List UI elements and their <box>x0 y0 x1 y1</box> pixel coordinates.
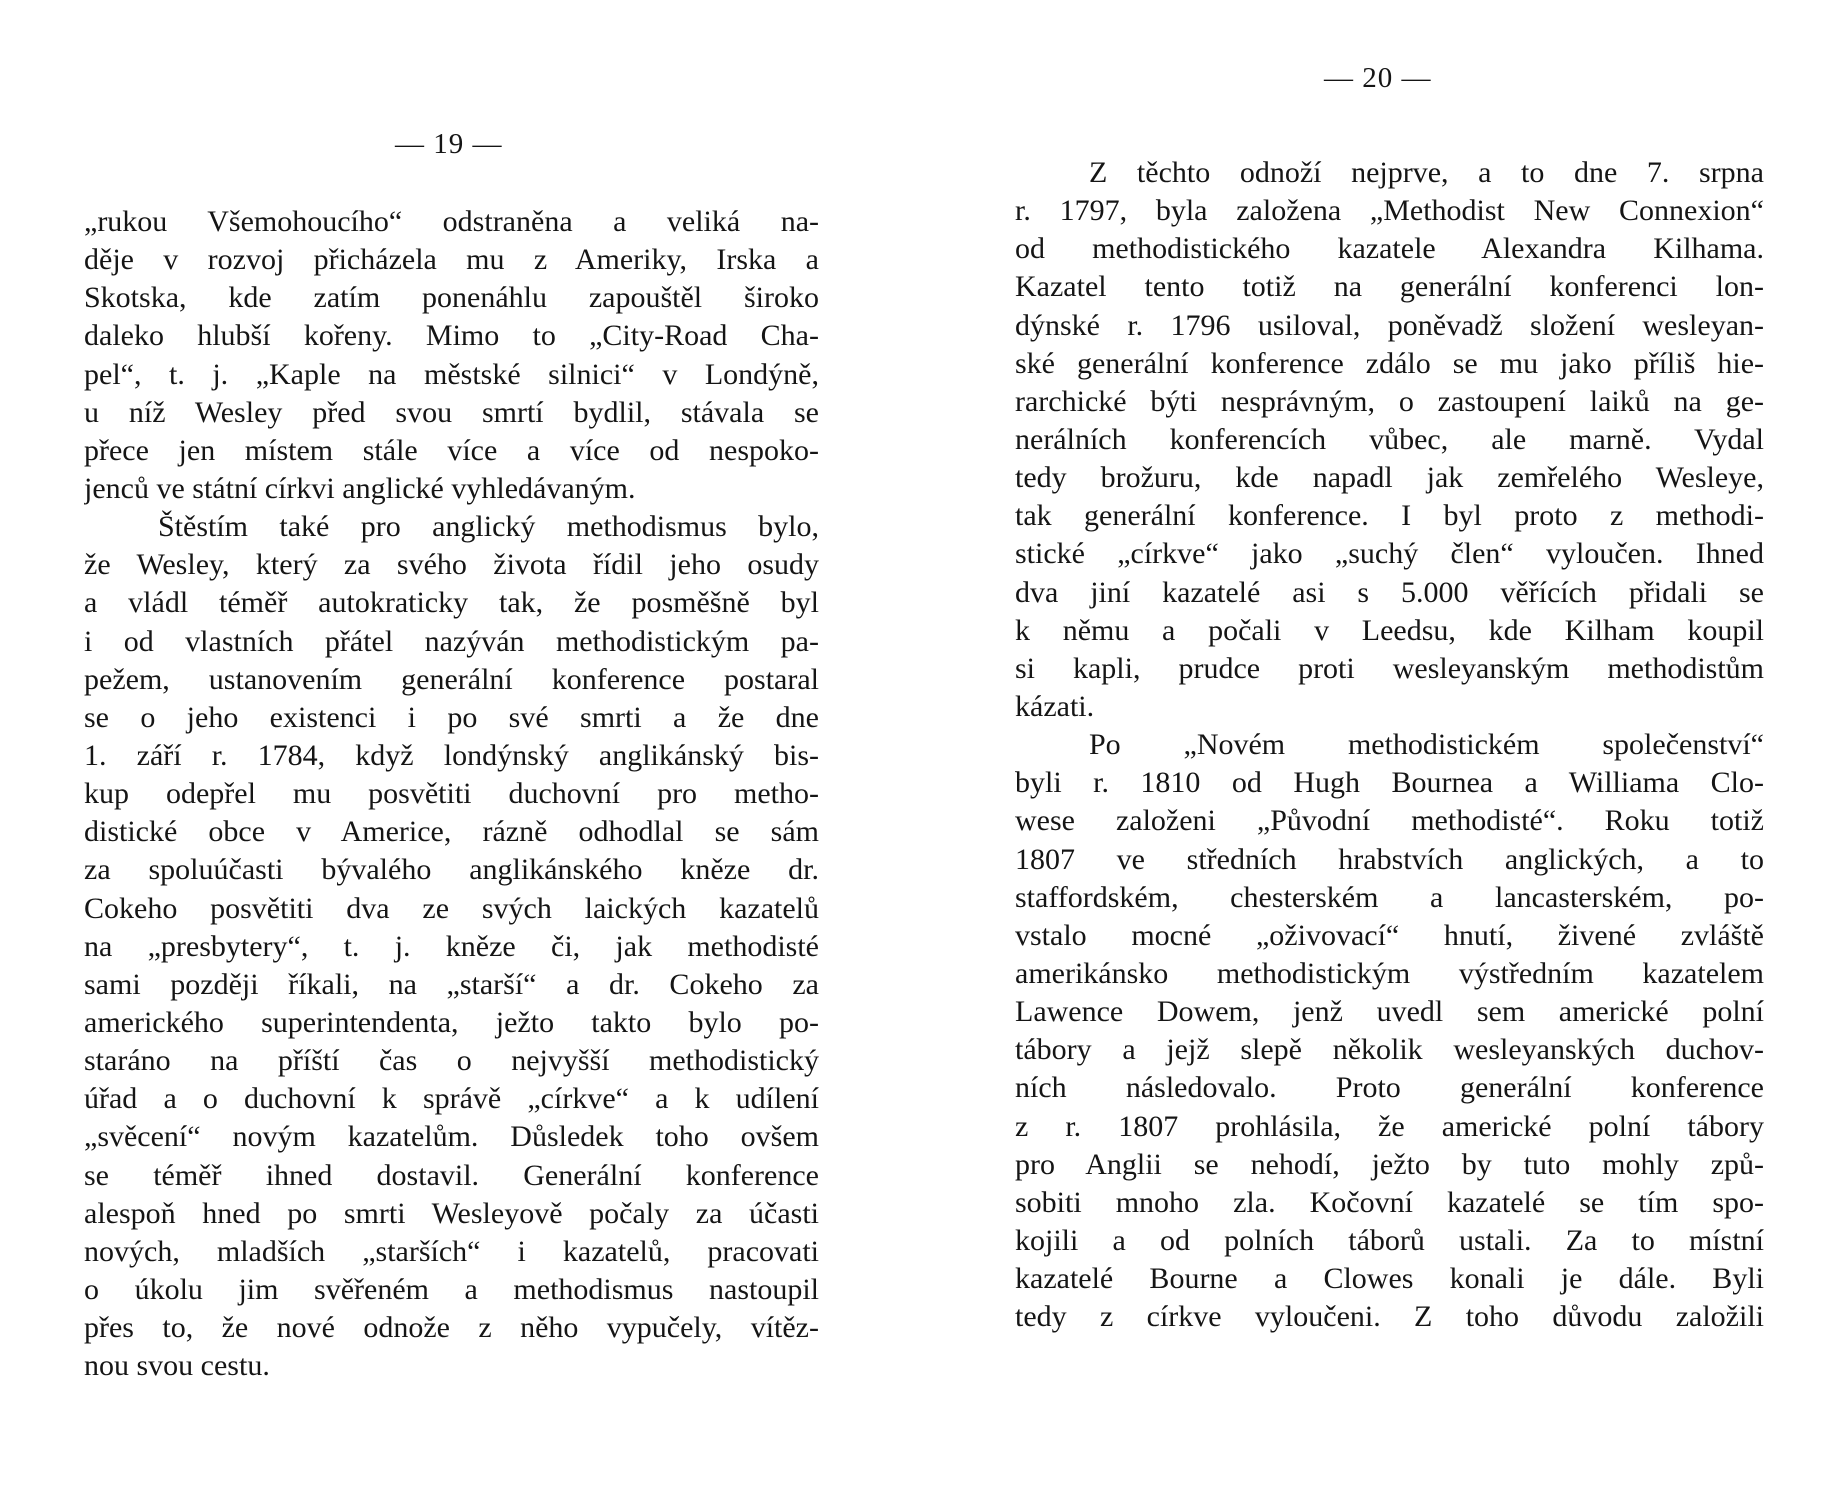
text-line: se téměř ihned dostavil. Generální konference <box>84 1158 819 1192</box>
text-line: děje v rozvoj přicházela mu z Ameriky, Irska a <box>84 243 819 277</box>
left-page <box>0 0 900 1501</box>
text-line: daleko hlubší kořeny. Mimo to „City-Road Cha- <box>84 319 819 353</box>
text-line: Cokeho posvětiti dva ze svých laických kazatelů <box>84 891 819 925</box>
text-line: „svěcení“ novým kazatelům. Důsledek toho ovšem <box>84 1120 819 1154</box>
text-line: pel“, t. j. „Kaple na městské silnici“ v Londýně, <box>84 357 819 391</box>
text-line: o úkolu jim svěřeném a methodismus nastoupil <box>84 1272 819 1306</box>
text-line: přes to, že nové odnože z něho vypučely, vítěz- <box>84 1311 819 1345</box>
text-line: staffordském, chesterském a lancasterském, po- <box>1015 880 1764 914</box>
text-line: za spoluúčasti bývalého anglikánského kněze dr. <box>84 853 819 887</box>
text-line: nových, mladších „starších“ i kazatelů, pracovati <box>84 1234 819 1268</box>
text-line: staráno na příští čas o nejvyšší methodistický <box>84 1044 819 1078</box>
text-line: dýnské r. 1796 usiloval, poněvadž složení wesleyan- <box>1015 308 1764 342</box>
text-line: tedy brožuru, kde napadl jak zemřelého Wesleye, <box>1015 461 1764 495</box>
text-line: přece jen místem stále více a více od nespoko- <box>84 433 819 467</box>
page-number-right: — 20 — <box>1324 62 1432 94</box>
text-line: Skotska, kde zatím ponenáhlu zapouštěl široko <box>84 281 819 315</box>
text-line: sami později říkali, na „starší“ a dr. Cokeho za <box>84 967 819 1001</box>
text-line: ních následovalo. Proto generální konference <box>1015 1071 1764 1105</box>
right-page <box>900 0 1826 1501</box>
text-line: Lawence Dowem, jenž uvedl sem americké polní <box>1015 995 1764 1029</box>
text-line: tedy z církve vyloučeni. Z toho důvodu založili <box>1015 1300 1764 1334</box>
text-line: tak generální konference. I byl proto z methodi- <box>1015 499 1764 533</box>
text-line: tábory a jejž slepě několik wesleyanských duchov- <box>1015 1033 1764 1067</box>
text-line: k němu a počali v Leedsu, kde Kilham koupil <box>1015 613 1764 647</box>
right-page-text <box>1015 154 1764 1336</box>
text-line: kup odepřel mu posvětiti duchovní pro metho- <box>84 777 819 811</box>
text-line: kojili a od polních táborů ustali. Za to místní <box>1015 1223 1764 1257</box>
text-line: ské generální konference zdálo se mu jako příliš hie- <box>1015 346 1764 380</box>
text-line: pežem, ustanovením generální konference postaral <box>84 662 819 696</box>
text-line: na „presbytery“, t. j. kněze či, jak methodisté <box>84 929 819 963</box>
text-line: Z těchto odnoží nejprve, a to dne 7. srpna <box>1089 156 1764 189</box>
text-line: 1807 ve středních hrabstvích anglických, a to <box>1015 842 1764 876</box>
text-line: u níž Wesley před svou smrtí bydlil, stávala se <box>84 395 819 429</box>
text-line: se o jeho existenci i po své smrti a že dne <box>84 700 819 734</box>
text-line: 1. září r. 1784, když londýnský anglikánský bis- <box>84 738 819 772</box>
text-line: jenců ve státní církvi anglické vyhledávaným. <box>84 471 636 505</box>
text-line: pro Anglii se nehodí, ježto by tuto mohly způ- <box>1015 1147 1764 1181</box>
text-line: úřad a o duchovní k správě „církve“ a k udílení <box>84 1082 819 1116</box>
text-line: kázati. <box>1015 689 1095 723</box>
page-number-left: — 19 — <box>395 128 503 160</box>
text-line: amerického superintendenta, ježto takto bylo po- <box>84 1005 819 1039</box>
text-line: vstalo mocné „oživovací“ hnutí, živené zvláště <box>1015 918 1764 952</box>
text-line: nerálních konferencích vůbec, ale marně. Vydal <box>1015 422 1764 456</box>
text-line: sobiti mnoho zla. Kočovní kazatelé se tím spo- <box>1015 1185 1764 1219</box>
text-line: Kazatel tento totiž na generální konferenci lon- <box>1015 270 1764 304</box>
text-line: amerikánsko methodistickým výstředním kazatelem <box>1015 956 1764 990</box>
text-line: wese založeni „Původní methodisté“. Roku totiž <box>1015 804 1764 838</box>
left-page-text <box>84 203 819 1385</box>
text-line: „rukou Všemohoucího“ odstraněna a veliká na- <box>84 205 819 238</box>
text-line: i od vlastních přátel nazýván methodistickým pa- <box>84 624 819 658</box>
text-line: r. 1797, byla založena „Methodist New Connexion“ <box>1015 194 1764 228</box>
text-line: rarchické býti nesprávným, o zastoupení laiků na ge- <box>1015 384 1764 418</box>
text-line: z r. 1807 prohlásila, že americké polní tábory <box>1015 1109 1764 1143</box>
text-line: od methodistického kazatele Alexandra Kilhama. <box>1015 232 1764 266</box>
text-line: Po „Novém methodistickém společenství“ <box>1089 728 1764 762</box>
text-line: že Wesley, který za svého života řídil jeho osudy <box>84 548 819 582</box>
text-line: dva jiní kazatelé asi s 5.000 věřících přidali se <box>1015 575 1764 609</box>
text-line: stické „církve“ jako „suchý člen“ vyloučen. Ihned <box>1015 537 1764 571</box>
text-line: Štěstím také pro anglický methodismus bylo, <box>158 510 819 544</box>
text-line: kazatelé Bourne a Clowes konali je dále. Byli <box>1015 1262 1764 1296</box>
text-line: alespoň hned po smrti Wesleyově počaly za účasti <box>84 1196 819 1230</box>
text-line: byli r. 1810 od Hugh Bournea a Williama Clo- <box>1015 766 1764 800</box>
text-line: nou svou cestu. <box>84 1349 270 1383</box>
text-line: distické obce v Americe, rázně odhodlal se sám <box>84 815 819 849</box>
text-line: si kapli, prudce proti wesleyanským methodistům <box>1015 651 1764 685</box>
text-line: a vládl téměř autokraticky tak, že posměšně byl <box>84 586 819 620</box>
